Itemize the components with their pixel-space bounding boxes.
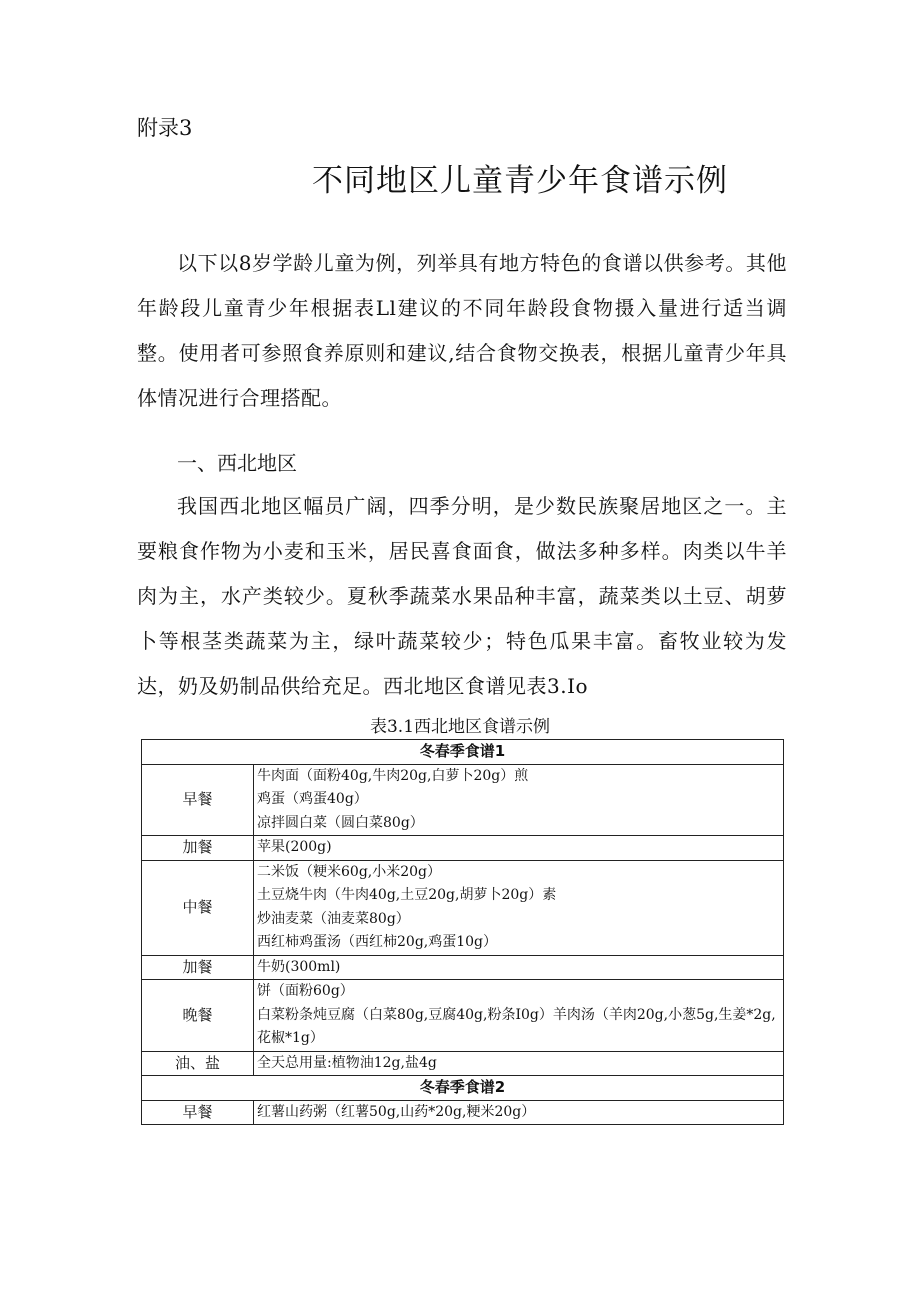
- meal-label: 加餐: [142, 836, 254, 861]
- meal-items: [254, 860, 784, 955]
- meal-label: 晚餐: [142, 980, 254, 1052]
- appendix-label: 附录3: [137, 116, 193, 140]
- table-row: [142, 1100, 784, 1125]
- table-caption: 表3.1西北地区食谱示例: [369, 717, 551, 737]
- meal-items: [254, 955, 784, 980]
- meal-label: 早餐: [142, 764, 254, 836]
- meal-items: [254, 836, 784, 861]
- dish-item: 土豆烧牛肉（牛肉40g,土豆20g,胡萝卜20g）素: [257, 887, 557, 903]
- dish-item: 炒油麦菜（油麦菜80g）: [257, 910, 410, 927]
- meal-label: 加餐: [142, 955, 254, 980]
- table-row: [142, 1051, 784, 1076]
- dish-item: 牛奶(300ml): [257, 958, 341, 975]
- meal-items: [254, 764, 784, 836]
- meal-items: [254, 1051, 784, 1076]
- menu1-title: 冬春季食谱1: [142, 740, 784, 765]
- menu2-title: 冬春季食谱2: [142, 1076, 784, 1101]
- document-title: 不同地区儿童青少年食谱示例: [312, 163, 728, 199]
- dish-item: 白菜粉条炖豆腐（白菜80g,豆腐40g,粉条I0g）羊肉汤（羊肉20g,小葱5g,生姜*2g,花椒*1g）: [257, 1006, 776, 1046]
- table-row: [142, 860, 784, 955]
- recipe-table: [141, 739, 784, 1125]
- dish-item: 二米饭（粳米60g,小米20g）: [257, 863, 442, 880]
- table-section-row: [142, 1076, 784, 1101]
- intro-paragraph: 以下以8岁学龄儿童为例，列举具有地方特色的食谱以供参考。其他年龄段儿童青少年根据表Ll建议的不同年龄段食物摄入量进行适当调整。使用者可参照食养原则和建议,结合食物交换表，根据儿童青少年具体情况进行合理搭配。: [137, 251, 787, 410]
- meal-items: [254, 1100, 784, 1125]
- table-row: [142, 980, 784, 1052]
- dish-item: 全天总用量:植物油12g,盐4g: [257, 1054, 437, 1071]
- meal-label: 早餐: [142, 1100, 254, 1125]
- dish-item: 牛肉面（面粉40g,牛肉20g,白萝卜20g）煎: [257, 767, 529, 784]
- dish-item: 西红柿鸡蛋汤（西红柿20g,鸡蛋10g）: [257, 934, 498, 950]
- northwest-paragraph: 我国西北地区幅员广阔，四季分明，是少数民族聚居地区之一。主要粮食作物为小麦和玉米，居民喜食面食，做法多种多样。肉类以牛羊肉为主，水产类较少。夏秋季蔬菜水果品种丰富，蔬菜类以土豆、胡萝卜等根茎类蔬菜为主，绿叶蔬菜较少；特色瓜果丰富。畜牧业较为发达，奶及奶制品供给充足。西北地区食谱见表3.Io: [137, 494, 787, 698]
- dish-item: 凉拌圆白菜（圆白菜80g）: [257, 814, 424, 831]
- table-row: [142, 764, 784, 836]
- dish-item: 红薯山药粥（红薯50g,山药*20g,粳米20g）: [257, 1103, 536, 1120]
- section-heading-northwest: 一、西北地区: [177, 451, 297, 475]
- dish-item: 饼（面粉60g）: [257, 983, 354, 999]
- table-section-row: [142, 740, 784, 765]
- meal-items: [254, 980, 784, 1052]
- meal-label: 中餐: [142, 860, 254, 955]
- table-row: [142, 836, 784, 861]
- meal-label: 油、盐: [142, 1051, 254, 1076]
- dish-item: 鸡蛋（鸡蛋40g）: [257, 791, 368, 807]
- dish-item: 苹果(200g): [257, 839, 332, 855]
- table-row: [142, 955, 784, 980]
